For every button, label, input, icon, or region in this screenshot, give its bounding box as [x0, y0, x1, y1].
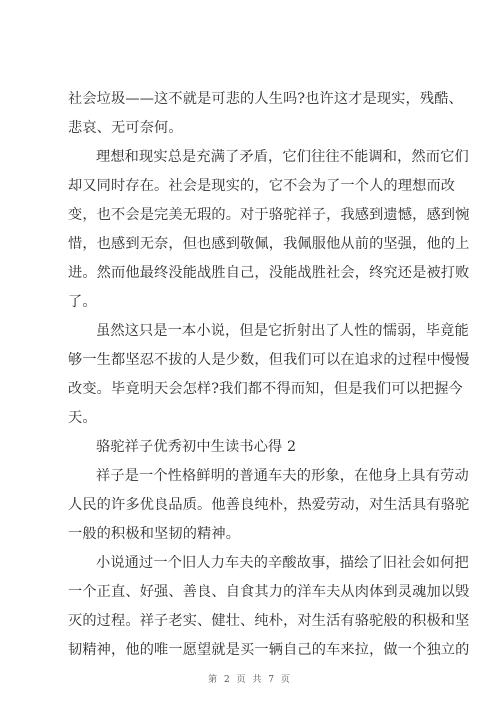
paragraph-line: 祥子是一个性格鲜明的普通车夫的形象，在他身上具有劳动: [96, 468, 469, 484]
paragraph-line: 灭的过程。祥子老实、健壮、纯朴，对生活有骆驼般的积极和坚: [68, 613, 470, 629]
paragraph-line: 社会垃圾——这不就是可悲的人生吗?也许这才是现实，残酷、: [68, 91, 463, 107]
paragraph-line: 悲哀、无可奈何。: [68, 120, 183, 136]
paragraph-line: 虽然这只是一本小说，但是它折射出了人性的懦弱，毕竟能: [96, 323, 469, 339]
paragraph-line: 一般的积极和坚韧的精神。: [68, 526, 241, 542]
section-heading: 骆驼祥子优秀初中生读书心得 2: [96, 439, 297, 455]
paragraph-line: 人民的许多优良品质。他善良纯朴，热爱劳动，对生活具有骆驼: [68, 497, 470, 513]
page-number-footer: 第 2 页 共 7 页: [208, 675, 292, 685]
paragraph-line: 理想和现实总是充满了矛盾，它们往往不能调和，然而它们: [96, 149, 469, 165]
paragraph-line: 变，也不会是完美无瑕的。对于骆驼祥子，我感到遗憾，感到惋: [68, 207, 470, 223]
paragraph-line: 改变。毕竟明天会怎样?我们都不得而知，但是我们可以把握今: [68, 381, 463, 397]
paragraph-line: 天。: [68, 410, 97, 426]
paragraph-line: 惜，也感到无奈，但也感到敬佩，我佩服他从前的坚强，他的上: [68, 236, 470, 252]
paragraph-line: 韧精神，他的唯一愿望就是买一辆自己的车来拉，做一个独立的: [68, 642, 470, 658]
paragraph-line: 却又同时存在。社会是现实的，它不会为了一个人的理想而改: [68, 178, 456, 194]
paragraph-line: 进。然而他最终没能战胜自己，没能战胜社会，终究还是被打败: [68, 265, 470, 281]
paragraph-line: 小说通过一个旧人力车夫的辛酸故事，描绘了旧社会如何把: [96, 555, 469, 571]
paragraph-line: 一个正直、好强、善良、自食其力的洋车夫从肉体到灵魂加以毁: [68, 584, 470, 600]
paragraph-line: 了。: [68, 294, 97, 310]
paragraph-line: 够一生都坚忍不拔的人是少数，但我们可以在追求的过程中慢慢: [68, 352, 470, 368]
